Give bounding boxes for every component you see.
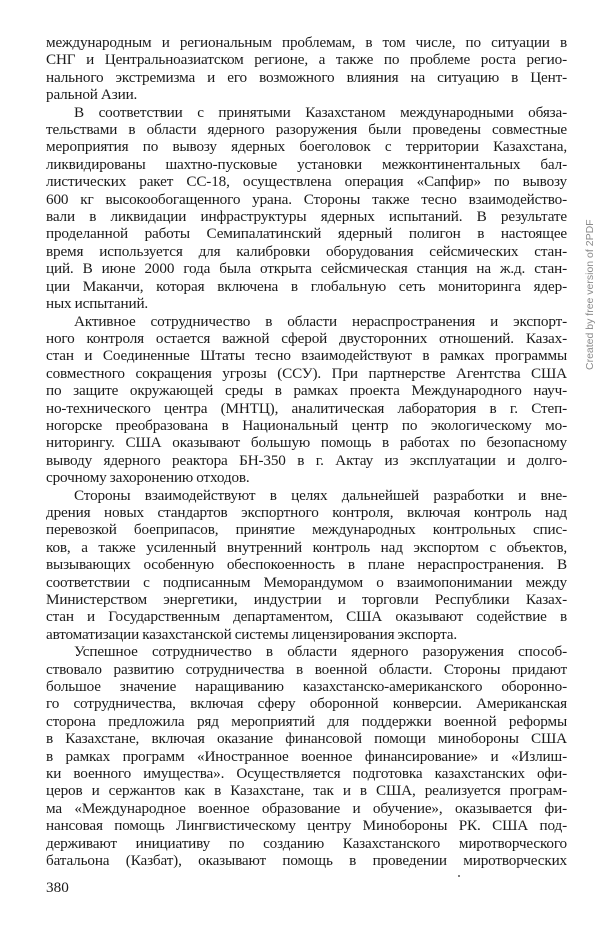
text-line: Стороны взаимодействуют в целях дальнейшей разработки и вне- bbox=[74, 486, 567, 504]
text-line: ций. В июне 2000 года была открыта сейсмическая станция на ж.д. стан- bbox=[46, 260, 567, 278]
text-line: проделанной работы Семипалатинский ядерный полигон в настоящее bbox=[46, 225, 567, 243]
text-line: время используется для калибровки оборудования сейсмических стан- bbox=[46, 242, 567, 260]
text-line: сторона предложила ряд мероприятий для поддержки военной реформы bbox=[46, 712, 567, 730]
text-line: го сотрудничества, включая сферу оборонной конверсии. Американская bbox=[46, 695, 567, 713]
text-line: Успешное сотрудничество в области ядерного разоружения способ- bbox=[74, 643, 567, 661]
text-line: СНГ и Центральноазиатском регионе, а также по проблеме роста регио- bbox=[46, 51, 567, 69]
text-line: совместного сокращения угрозы (ССУ). При партнерстве Агентства США bbox=[46, 364, 567, 382]
text-line: ствовало развитию сотрудничества в военной области. Стороны придают bbox=[46, 660, 567, 678]
text-line: выводу ядерного реактора БН-350 в г. Актау из эксплуатации и долго- bbox=[46, 451, 567, 469]
document-page bbox=[46, 34, 567, 870]
paragraph bbox=[46, 313, 567, 487]
text-line: нансовая помощь Лингвистическому центру Минобороны РК. США под- bbox=[46, 817, 567, 835]
text-line: ногорске преобразована в Национальный центр по экологическому мо- bbox=[46, 416, 567, 434]
text-line: ма «Международное военное образование и обучение», оказывается фи- bbox=[46, 799, 567, 817]
text-line: стан и Соединенные Штаты тесно взаимодействуют в рамках программы bbox=[46, 347, 567, 365]
text-line: ного контроля остается важной сферой двусторонних отношений. Казах- bbox=[46, 329, 567, 347]
text-line: ков, а также усиленный внутренний контроль над экспортом с объектов, bbox=[46, 538, 567, 556]
paragraph bbox=[46, 487, 567, 644]
scan-speck bbox=[458, 875, 460, 877]
text-line: нального экстремизма и его возможного влияния на ситуацию в Цент- bbox=[46, 68, 567, 86]
text-line: ных испытаний. bbox=[46, 295, 149, 313]
text-line: большое значение наращиванию казахстанско-американского оборонно- bbox=[46, 678, 567, 696]
text-line: в рамках программ «Иностранное военное финансирование» и «Излиш- bbox=[46, 747, 567, 765]
watermark-text: Created by free version of 2PDF bbox=[584, 219, 596, 370]
text-line: В соответствии с принятыми Казахстаном международными обяза- bbox=[74, 103, 567, 121]
text-line: Министерством энергетики, индустрии и торговли Республики Казах- bbox=[46, 591, 567, 608]
text-line: дрения новых стандартов экспортного контроля, включая контроль над bbox=[46, 503, 567, 521]
text-line: но-технического центра (МНТЦ), аналитическая лаборатория в г. Степ- bbox=[46, 399, 567, 417]
text-line: срочному захоронению отходов. bbox=[46, 469, 250, 487]
text-line: батальона (Казбат), оказывают помощь в проведении миротворческих bbox=[46, 852, 567, 870]
paragraph bbox=[46, 104, 567, 313]
text-line: Активное сотрудничество в области нераспространения и экспорт- bbox=[74, 312, 567, 330]
paragraph bbox=[46, 34, 567, 104]
text-line: ки военного имущества». Осуществляется подготовка казахстанских офи- bbox=[46, 765, 567, 783]
paragraph bbox=[46, 643, 567, 869]
text-line: по защите окружающей среды в рамках проекта Международного науч- bbox=[46, 382, 567, 400]
text-line: перевозкой боеприпасов, принятие международных контрольных спис- bbox=[46, 521, 567, 539]
text-line: ниторингу. США оказывают большую помощь в работах по безопасному bbox=[46, 434, 567, 452]
text-line: ции Маканчи, которая включена в глобальную сеть мониторинга ядер- bbox=[46, 277, 567, 295]
text-line: соответствии с подписанным Меморандумом о взаимопонимании между bbox=[46, 573, 567, 591]
text-line: 600 кг высокообогащенного урана. Стороны также тесно взаимодейство- bbox=[46, 190, 567, 208]
text-line: ральной Азии. bbox=[46, 86, 138, 104]
text-line: церов и сержантов как в Казахстане, так и в США, реализуется програм- bbox=[46, 782, 567, 800]
text-line: вали в ликвидации инфраструктуры ядерных испытаний. В результате bbox=[46, 208, 567, 226]
text-line: ликвидированы шахтно-пусковые установки межконтинентальных бал- bbox=[46, 155, 567, 173]
text-line: листических ракет СС-18, осуществлена операция «Сапфир» по вывозу bbox=[46, 173, 567, 191]
text-line: мероприятия по вывозу ядерных боеголовок с территории Казахстана, bbox=[46, 138, 567, 156]
page-number: 380 bbox=[46, 879, 69, 896]
text-line: стан и Государственным департаментом, США оказывают содействие в bbox=[46, 608, 567, 626]
text-line: тельствами в области ядерного разоружения были проведены совместные bbox=[46, 121, 567, 139]
text-line: автоматизации казахстанской системы лицензирования экспорта. bbox=[46, 625, 457, 643]
text-line: международным и региональным проблемам, в том числе, по ситуации в bbox=[46, 34, 567, 51]
text-line: вызывающих особенную обеспокоенность в плане нераспространения. В bbox=[46, 556, 567, 574]
text-line: в Казахстане, включая оказание финансовой помощи минобороны США bbox=[46, 730, 567, 748]
text-line: держивают инициативу по созданию Казахстанского миротворческого bbox=[46, 834, 567, 852]
